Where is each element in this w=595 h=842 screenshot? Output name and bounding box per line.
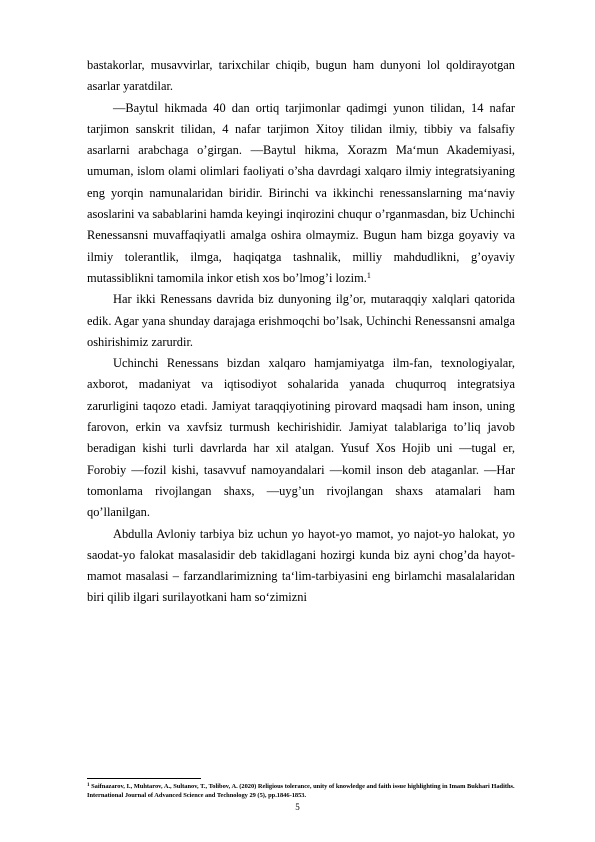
paragraph-3 <box>87 289 515 353</box>
paragraph-3-text: Har ikki Renessans davrida biz dunyoning ilg’or, mutaraqqiy xalqlari qatorida edik. Agar yana shunday darajaga erishmoqchi bo’lsak, Uchinchi Renessansni amalga oshirishimiz zarurdir. <box>87 292 515 349</box>
footnote-reference[interactable]: 1 <box>366 270 371 280</box>
footnote <box>87 782 515 801</box>
paragraph-5 <box>87 524 515 609</box>
paragraph-1-text: bastakorlar, musavvirlar, tarixchilar chiqib, bugun ham dunyoni lol qoldirayotgan asarlar yaratdilar. <box>87 58 515 94</box>
paragraph-4 <box>87 353 515 523</box>
page-number: 5 <box>295 802 300 812</box>
paragraph-5-text: Abdulla Avloniy tarbiya biz uchun yo hayot-yo mamot, yo najot-yo halokat, yo saodat-yo falokat masalasidir deb takidlagani hozirgi kunda biz ayni chog’da hayot-mamot masalasi – farzandlarimizning ta‘lim-tarbiyasini eng birlamchi masalalaridan biri qilib ilgari surilayotkani ham so‘zimizni <box>87 526 515 605</box>
paragraph-2 <box>87 98 515 290</box>
paragraph-1 <box>87 55 515 98</box>
footnote-text: Saifnazarov, I., Muhtarov, A., Sultanov, T., Tolibov, A. (2020) Religious tolerance, unity of knowledge and faith issue highlighting in Imam Bukhari Hadiths. International Journal of Advanced Science and Technology 29 (5), pp.1846-1853. <box>87 783 515 800</box>
footnote-number: 1 <box>87 783 90 788</box>
paragraph-4-text: Uchinchi Renessans bizdan xalqaro hamjamiyatga ilm-fan, texnologiyalar, axborot, madaniyat va iqtisodiyot sohalarida yanada chuqurroq integratsiya zarurligini taqozo etadi. Jamiyat taraqqiyotining pirovard maqsadi ham inson, uning farovon, erkin va xavfsiz turmush kechirishidir. Jamiyat talablariga to’liq javob beradigan kishi turli davrlarda har xil atalgan. Yusuf Xos Hojib uni ―tugal er, Forobiy ―fozil kishi, tasavvuf namoyandalari ―komil inson deb ataganlar. ―Har tomonlama rivojlangan shaxs, ―uyg’un rivojlangan shaxs atamalari ham qo’llanilgan. <box>87 356 515 520</box>
footnote-divider <box>87 778 201 779</box>
main-text <box>87 55 515 609</box>
paragraph-2-text: ―Baytul hikmada 40 dan ortiq tarjimonlar qadimgi yunon tilidan, 14 nafar tarjimon sanskrit tilidan, 4 nafar tarjimon Xitoy tilidan ilmiy, tibbiy va falsafiy asarlarni arabchaga o’girgan. ―Baytul hikma, Xorazm Ma‘mun Akademiyasi, umuman, islom olami olimlari faoliyati o’sha davrdagi xalqaro ilmiy integratsiyaning eng yorqin namunalaridan biridir. Birinchi va ikkinchi renessanslarning ma‘naviy asoslarini va sabablarini hamda keyingi inqirozini chuqur o’rganmasdan, biz Uchinchi Renessansni muvaffaqiyatli amalga oshira olmaymiz. Bugun ham bizga goyaviy va ilmiy tolerantlik, ilmga, haqiqatga tashnalik, milliy mahdudlikni, g’oyaviy mutassiblikni tamomila inkor etish xos bo’lmog’i lozim. <box>87 100 515 285</box>
